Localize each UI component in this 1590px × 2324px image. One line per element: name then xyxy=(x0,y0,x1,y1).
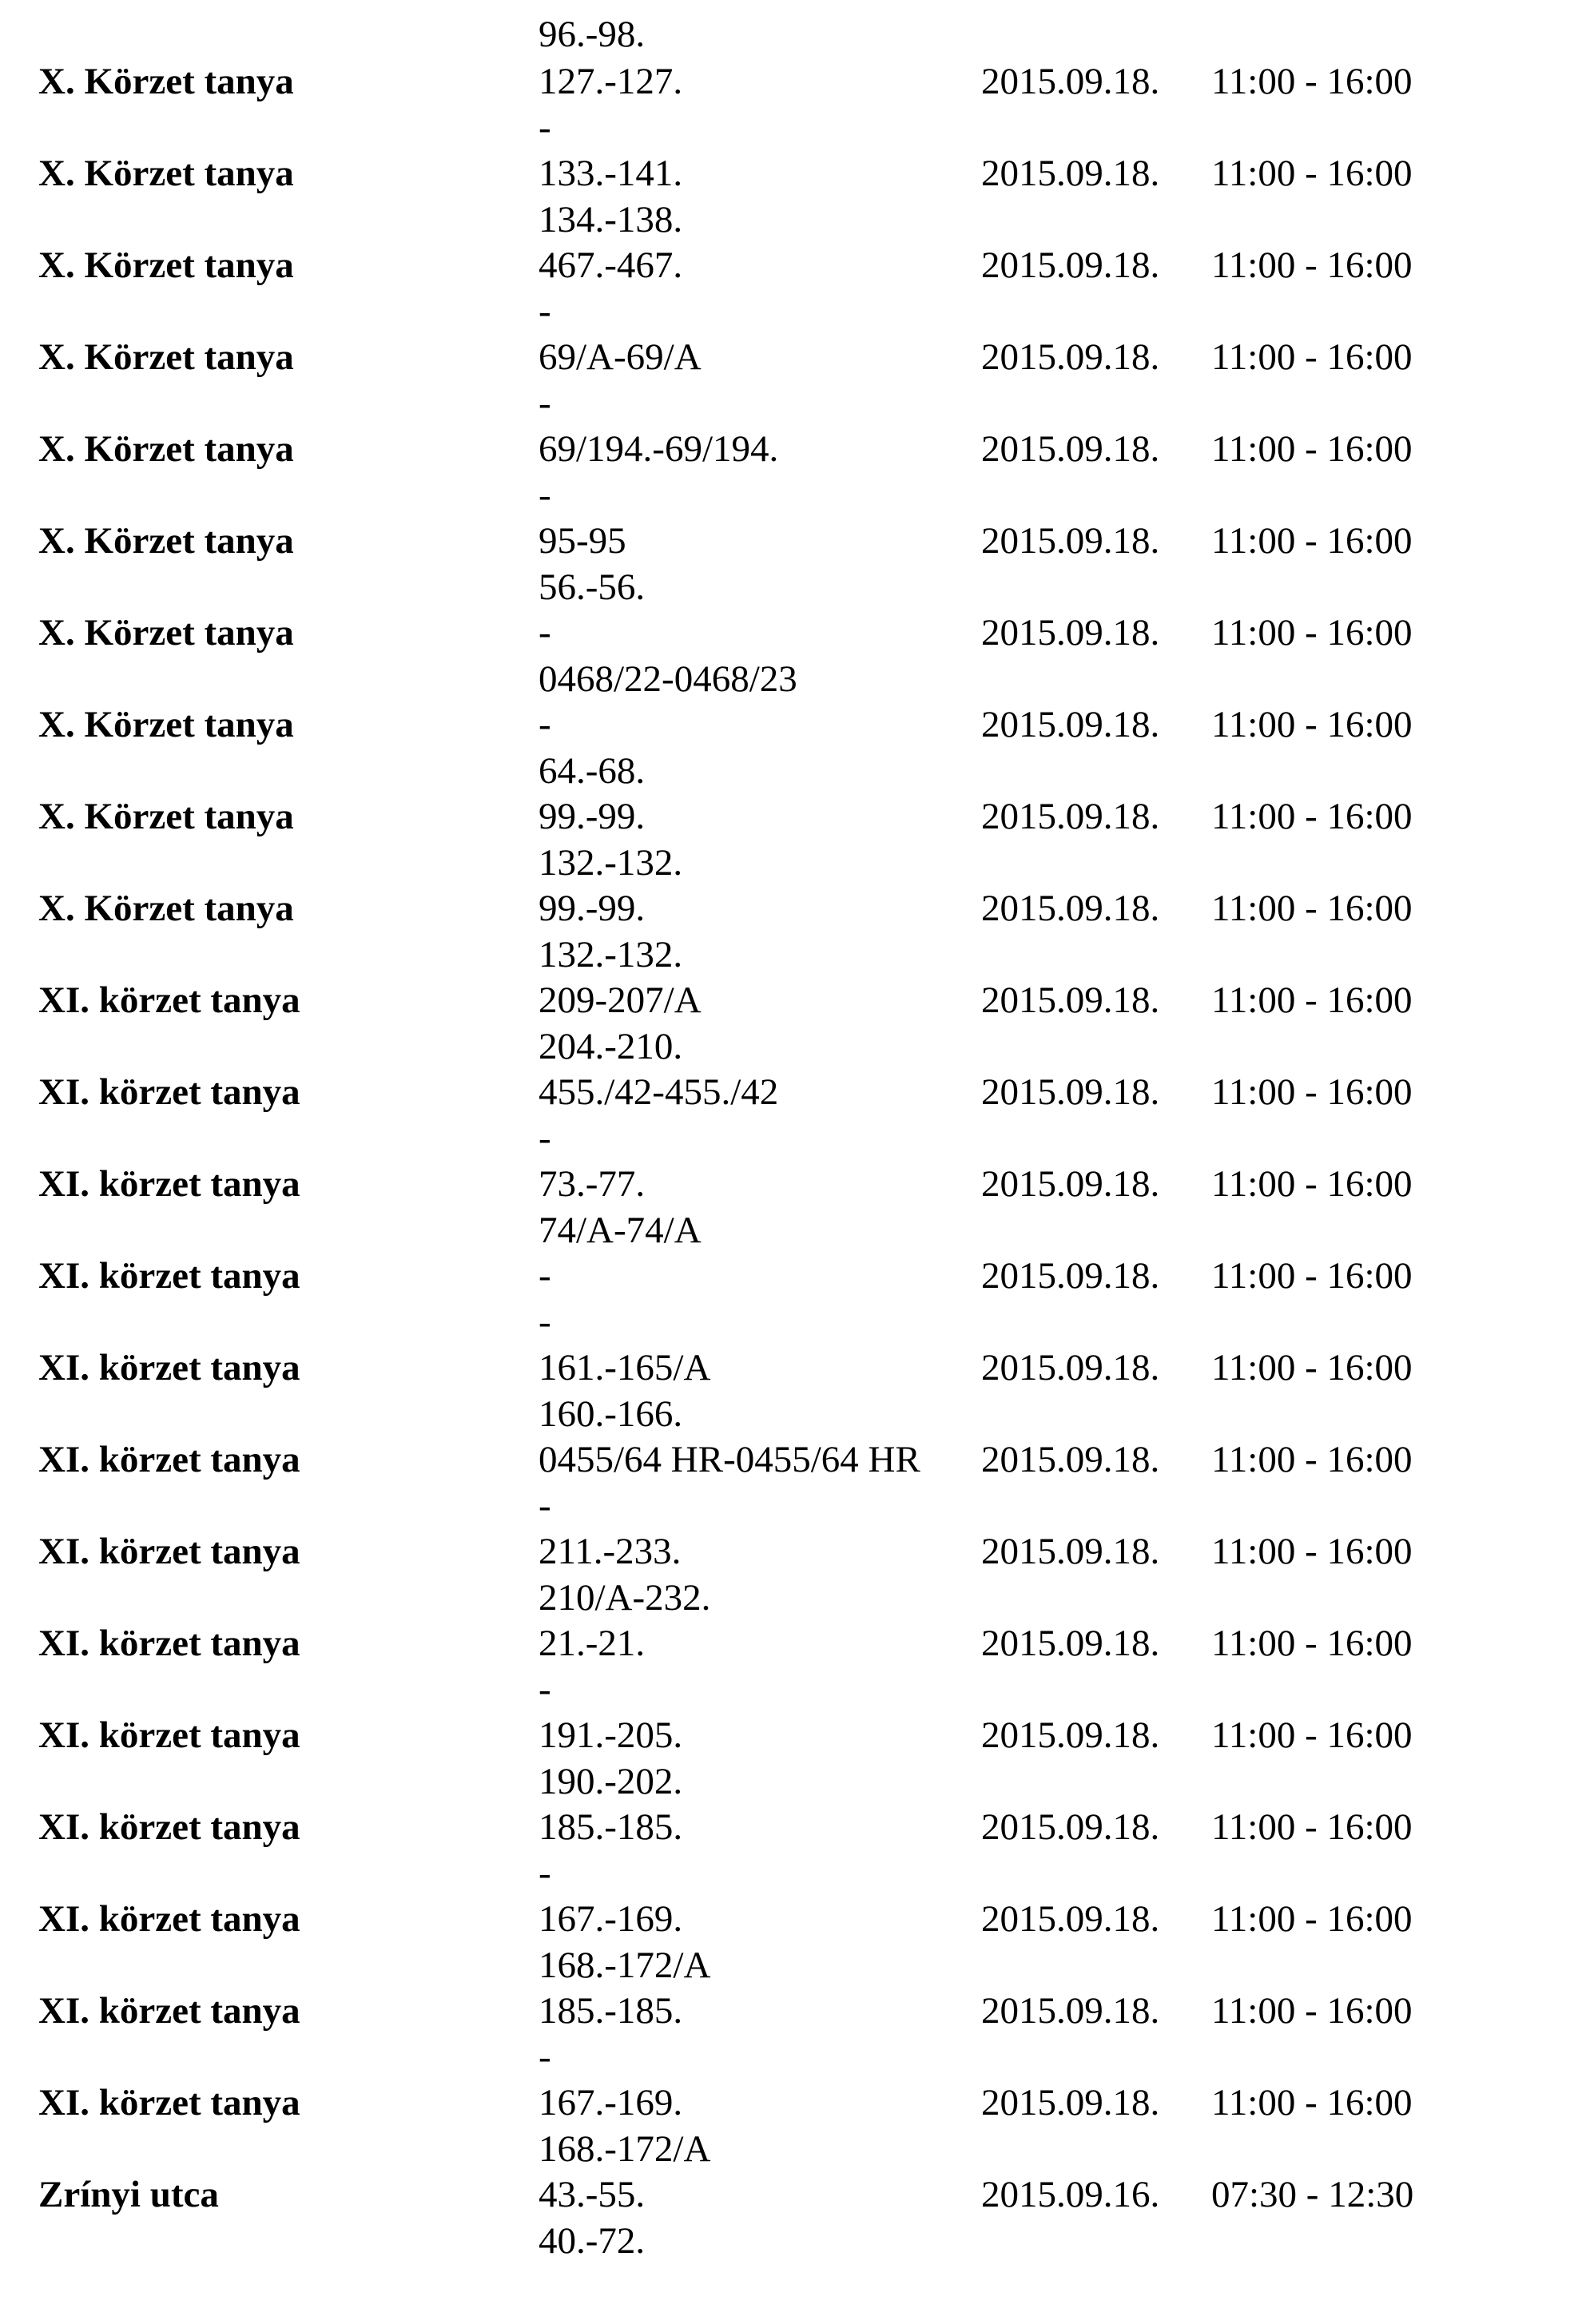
outage-date: 2015.09.18. xyxy=(981,979,1160,1021)
odd-range: 467.-467. xyxy=(539,244,683,286)
outage-time: 11:00 - 16:00 xyxy=(1211,336,1413,378)
street-name: XI. körzet tanya xyxy=(38,1990,300,2032)
outage-time: 11:00 - 16:00 xyxy=(1211,244,1413,286)
odd-range: 191.-205. xyxy=(539,1714,683,1756)
odd-range: 185.-185. xyxy=(539,1806,683,1848)
street-name: XI. körzet tanya xyxy=(38,1531,300,1572)
odd-range: 21.-21. xyxy=(539,1623,646,1664)
street-name: X. Körzet tanya xyxy=(38,520,294,562)
odd-range: - xyxy=(539,612,551,654)
street-name: X. Körzet tanya xyxy=(38,244,294,286)
street-name: X. Körzet tanya xyxy=(38,336,294,378)
odd-range: 95-95 xyxy=(539,520,626,562)
street-name: X. Körzet tanya xyxy=(38,153,294,194)
odd-range: - xyxy=(539,704,551,745)
outage-date: 2015.09.18. xyxy=(981,612,1160,654)
street-name: XI. körzet tanya xyxy=(38,1439,300,1480)
even-range: - xyxy=(539,383,551,424)
outage-date: 2015.09.18. xyxy=(981,1806,1160,1848)
outage-date: 2015.09.18. xyxy=(981,1347,1160,1388)
even-range: - xyxy=(539,475,551,516)
street-name: XI. körzet tanya xyxy=(38,1255,300,1297)
odd-range: 167.-169. xyxy=(539,1898,683,1940)
even-range: - xyxy=(539,291,551,332)
outage-time: 11:00 - 16:00 xyxy=(1211,61,1413,102)
outage-date: 2015.09.18. xyxy=(981,244,1160,286)
outage-date: 2015.09.18. xyxy=(981,1714,1160,1756)
lead-in-range: 96.-98. xyxy=(539,14,646,55)
street-name: X. Körzet tanya xyxy=(38,428,294,470)
even-range: 204.-210. xyxy=(539,1026,683,1067)
outage-date: 2015.09.18. xyxy=(981,1623,1160,1664)
outage-time: 11:00 - 16:00 xyxy=(1211,1898,1413,1940)
even-range: 64.-68. xyxy=(539,750,646,792)
odd-range: 185.-185. xyxy=(539,1990,683,2032)
even-range: 132.-132. xyxy=(539,842,683,884)
odd-range: 127.-127. xyxy=(539,61,683,102)
even-range: 210/A-232. xyxy=(539,1577,711,1619)
outage-date: 2015.09.18. xyxy=(981,1990,1160,2032)
outage-time: 11:00 - 16:00 xyxy=(1211,979,1413,1021)
outage-date: 2015.09.18. xyxy=(981,796,1160,837)
odd-range: 211.-233. xyxy=(539,1531,682,1572)
even-range: 160.-166. xyxy=(539,1393,683,1435)
outage-time: 11:00 - 16:00 xyxy=(1211,888,1413,929)
outage-date: 2015.09.18. xyxy=(981,1071,1160,1113)
even-range: 168.-172/A xyxy=(539,2128,711,2170)
outage-date: 2015.09.18. xyxy=(981,1531,1160,1572)
outage-time: 11:00 - 16:00 xyxy=(1211,428,1413,470)
odd-range: 69/A-69/A xyxy=(539,336,702,378)
street-name: X. Körzet tanya xyxy=(38,704,294,745)
odd-range: 161.-165/A xyxy=(539,1347,711,1388)
outage-time: 11:00 - 16:00 xyxy=(1211,1163,1413,1205)
even-range: 74/A-74/A xyxy=(539,1210,702,1251)
outage-time: 11:00 - 16:00 xyxy=(1211,1071,1413,1113)
odd-range: 43.-55. xyxy=(539,2174,646,2215)
outage-time: 11:00 - 16:00 xyxy=(1211,520,1413,562)
street-name: X. Körzet tanya xyxy=(38,612,294,654)
street-name: XI. körzet tanya xyxy=(38,1163,300,1205)
outage-time: 11:00 - 16:00 xyxy=(1211,704,1413,745)
even-range: 40.-72. xyxy=(539,2220,646,2262)
even-range: - xyxy=(539,107,551,149)
outage-time: 11:00 - 16:00 xyxy=(1211,612,1413,654)
outage-time: 11:00 - 16:00 xyxy=(1211,1806,1413,1848)
even-range: - xyxy=(539,2036,551,2078)
even-range: 132.-132. xyxy=(539,934,683,975)
outage-date: 2015.09.18. xyxy=(981,1439,1160,1480)
outage-date: 2015.09.16. xyxy=(981,2174,1160,2215)
odd-range: 167.-169. xyxy=(539,2082,683,2123)
street-name: XI. körzet tanya xyxy=(38,2082,300,2123)
even-range: - xyxy=(539,1669,551,1710)
odd-range: 455./42-455./42 xyxy=(539,1071,779,1113)
street-name: XI. körzet tanya xyxy=(38,979,300,1021)
outage-date: 2015.09.18. xyxy=(981,61,1160,102)
outage-time: 11:00 - 16:00 xyxy=(1211,1990,1413,2032)
outage-time: 11:00 - 16:00 xyxy=(1211,1347,1413,1388)
outage-date: 2015.09.18. xyxy=(981,1898,1160,1940)
street-name: XI. körzet tanya xyxy=(38,1714,300,1756)
even-range: - xyxy=(539,1118,551,1159)
odd-range: 133.-141. xyxy=(539,153,683,194)
odd-range: 209-207/A xyxy=(539,979,702,1021)
outage-date: 2015.09.18. xyxy=(981,428,1160,470)
outage-time: 07:30 - 12:30 xyxy=(1211,2174,1414,2215)
even-range: - xyxy=(539,1485,551,1527)
odd-range: 69/194.-69/194. xyxy=(539,428,779,470)
odd-range: - xyxy=(539,1255,551,1297)
even-range: - xyxy=(539,1853,551,1894)
odd-range: 73.-77. xyxy=(539,1163,646,1205)
even-range: - xyxy=(539,1301,551,1343)
street-name: X. Körzet tanya xyxy=(38,888,294,929)
even-range: 56.-56. xyxy=(539,566,646,608)
outage-date: 2015.09.18. xyxy=(981,153,1160,194)
outage-date: 2015.09.18. xyxy=(981,1163,1160,1205)
street-name: XI. körzet tanya xyxy=(38,1623,300,1664)
odd-range: 99.-99. xyxy=(539,888,646,929)
outage-time: 11:00 - 16:00 xyxy=(1211,2082,1413,2123)
outage-date: 2015.09.18. xyxy=(981,704,1160,745)
street-name: XI. körzet tanya xyxy=(38,1071,300,1113)
odd-range: 99.-99. xyxy=(539,796,646,837)
even-range: 134.-138. xyxy=(539,199,683,240)
street-name: Zrínyi utca xyxy=(38,2174,219,2215)
outage-time: 11:00 - 16:00 xyxy=(1211,153,1413,194)
outage-time: 11:00 - 16:00 xyxy=(1211,1714,1413,1756)
outage-time: 11:00 - 16:00 xyxy=(1211,1255,1413,1297)
outage-date: 2015.09.18. xyxy=(981,520,1160,562)
street-name: XI. körzet tanya xyxy=(38,1347,300,1388)
street-name: X. Körzet tanya xyxy=(38,796,294,837)
outage-date: 2015.09.18. xyxy=(981,336,1160,378)
street-name: XI. körzet tanya xyxy=(38,1898,300,1940)
outage-date: 2015.09.18. xyxy=(981,888,1160,929)
outage-time: 11:00 - 16:00 xyxy=(1211,1623,1413,1664)
outage-date: 2015.09.18. xyxy=(981,2082,1160,2123)
street-name: XI. körzet tanya xyxy=(38,1806,300,1848)
outage-date: 2015.09.18. xyxy=(981,1255,1160,1297)
even-range: 0468/22-0468/23 xyxy=(539,658,797,700)
odd-range: 0455/64 HR-0455/64 HR xyxy=(539,1439,920,1480)
outage-time: 11:00 - 16:00 xyxy=(1211,796,1413,837)
even-range: 168.-172/A xyxy=(539,1945,711,1986)
even-range: 190.-202. xyxy=(539,1761,683,1802)
outage-time: 11:00 - 16:00 xyxy=(1211,1439,1413,1480)
outage-time: 11:00 - 16:00 xyxy=(1211,1531,1413,1572)
street-name: X. Körzet tanya xyxy=(38,61,294,102)
